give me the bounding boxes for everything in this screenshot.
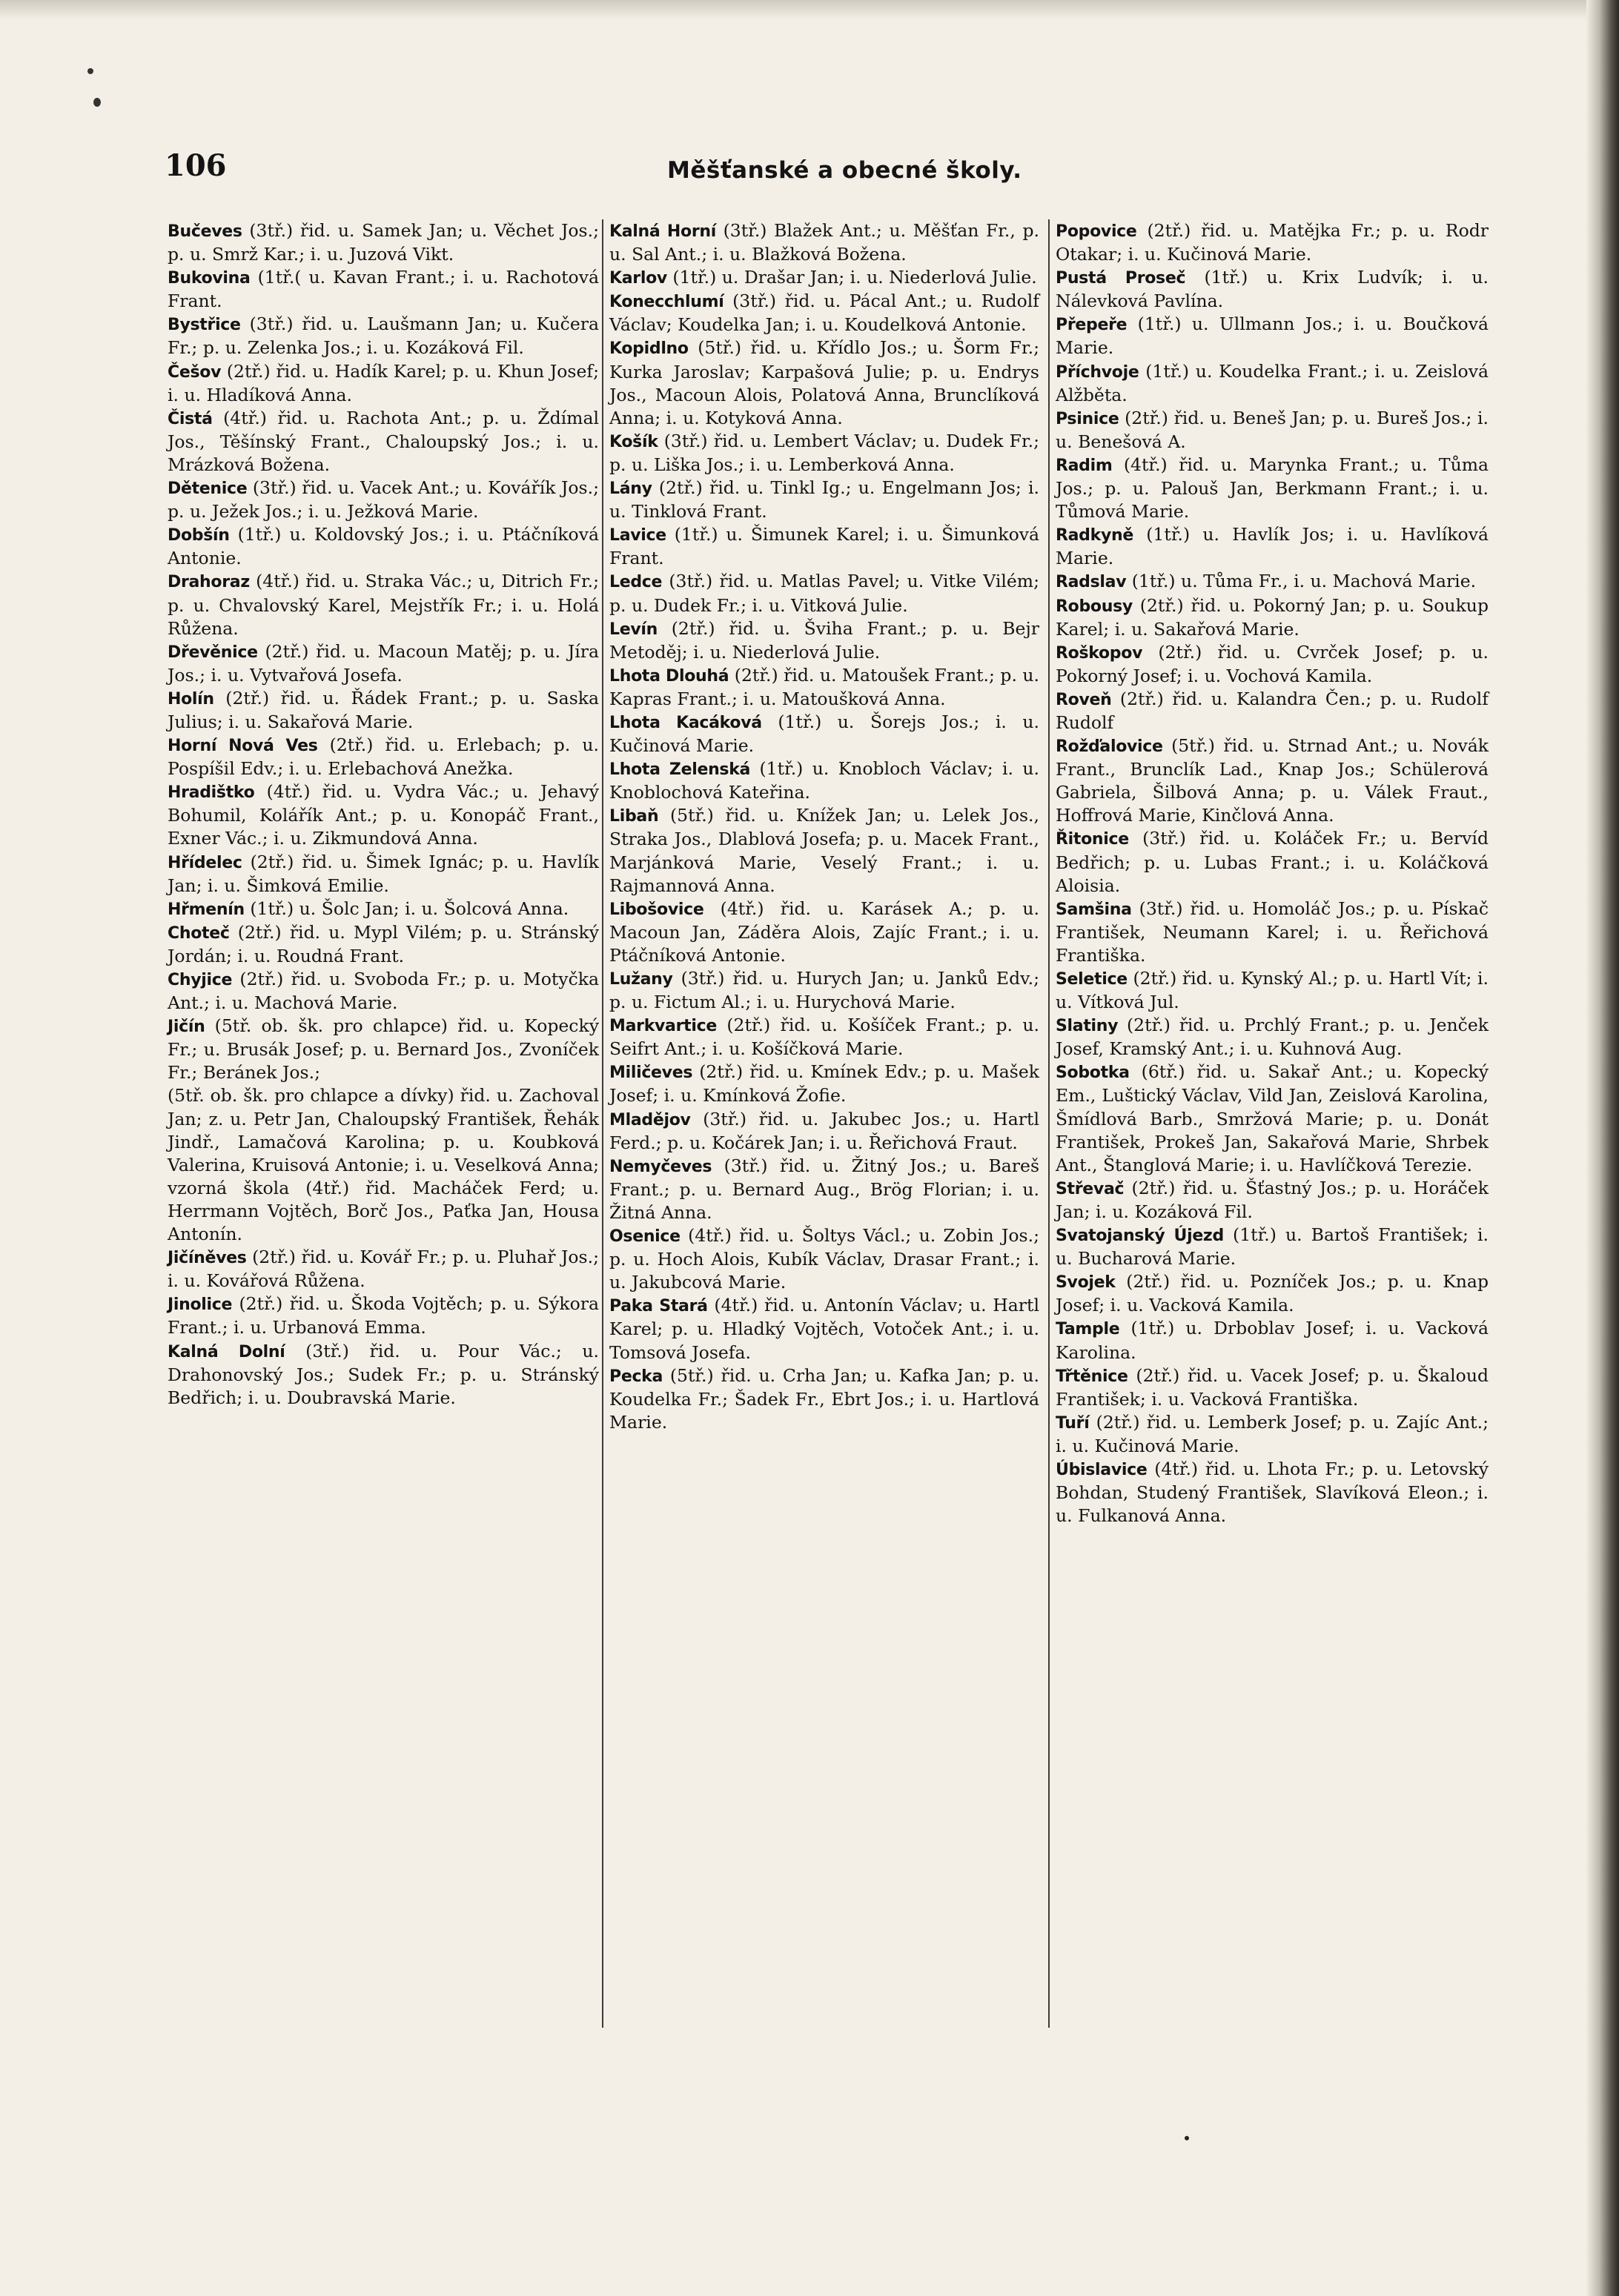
directory-entry <box>168 968 599 1015</box>
school-staff-text: (2tř.) řid. u. Kmínek Edv.; p. u. Mašek Josef; i. u. Kmínková Žofie. <box>609 1061 1039 1106</box>
school-place-name: Markvartice <box>609 1017 717 1036</box>
directory-entry <box>609 711 1039 757</box>
school-staff-text: (2tř.) řid. u. Prchlý Frant.; p. u. Jenček Josef, Kramský Ant.; i. u. Kuhnová Aug. <box>1056 1015 1489 1060</box>
directory-entry <box>609 219 1039 266</box>
directory-entry <box>609 523 1039 570</box>
school-staff-text: (1tř.) u. Tůma Fr., i. u. Machová Marie. <box>1126 571 1477 592</box>
school-staff-text: (4tř.) řid. u. Straka Vác.; u, Ditrich Fr.; p. u. Chvalovský Karel, Mejstřík Fr.; i. u. Holá Růžena. <box>168 571 599 639</box>
school-staff-text: (4tř.) řid. u. Antonín Václav; u. Hartl Karel; p. u. Hladký Vojtěch, Votoček Ant.; i. u. Tomsová Josefa. <box>609 1295 1039 1363</box>
school-staff-text: (1tř.) u. Drboblav Josef; i. u. Vacková Karolina. <box>1056 1318 1489 1363</box>
school-staff-text: (2tř.) řid. u. Mypl Vilém; p. u. Stránský Jordán; i. u. Roudná Frant. <box>168 921 599 966</box>
directory-entry <box>1056 1411 1489 1458</box>
school-place-name: Svojek <box>1056 1273 1116 1293</box>
school-staff-text: (2tř.) řid. u. Kovář Fr.; p. u. Pluhař Jos.; i. u. Kovářová Růžena. <box>168 1247 599 1292</box>
directory-entry <box>1056 454 1489 523</box>
directory-entry <box>1056 523 1489 570</box>
directory-entry <box>168 266 599 313</box>
directory-entry <box>609 898 1039 967</box>
directory-entry <box>609 336 1039 429</box>
school-place-name: Hřmenín <box>168 900 245 919</box>
school-place-name: Bučeves <box>168 222 242 241</box>
school-place-name: Svatojanský Újezd <box>1056 1227 1224 1246</box>
directory-entry <box>168 1246 599 1293</box>
school-place-name: Střevač <box>1056 1179 1125 1198</box>
school-staff-text: (2tř.) řid. u. Lemberk Josef; p. u. Zajíc Ant.; i. u. Kučinová Marie. <box>1056 1411 1489 1456</box>
school-staff-text: (3tř.) řid. u. Jakubec Jos.; u. Hartl Ferd.; p. u. Kočárek Jan; i. u. Řeřichová Fraut. <box>609 1108 1039 1153</box>
directory-entry <box>168 898 599 921</box>
directory-entry <box>609 664 1039 711</box>
school-place-name: Češov <box>168 362 222 382</box>
directory-entry <box>1056 594 1489 641</box>
school-place-name: Bukovina <box>168 269 251 288</box>
school-staff-text: (2tř.) řid. u. Košíček Frant.; p. u. Seifrt Ant.; i. u. Košíčková Marie. <box>609 1015 1039 1060</box>
directory-entry <box>168 523 599 570</box>
school-place-name: Čistá <box>168 409 213 428</box>
school-place-name: Psinice <box>1056 409 1119 428</box>
directory-entry <box>1056 1458 1489 1527</box>
directory-entry <box>609 617 1039 664</box>
school-staff-text: (3tř.) řid. u. Laušmann Jan; u. Kučera Fr.; p. u. Zelenka Jos.; i. u. Kozáková Fil. <box>168 313 599 359</box>
school-place-name: Kopidlno <box>609 339 689 359</box>
school-staff-text: (1tř.) u. Koldovský Jos.; i. u. Ptáčníková Antonie. <box>168 524 599 569</box>
school-place-name: Konecchlumí <box>609 293 724 312</box>
directory-entry <box>1056 1224 1489 1270</box>
page-number: 106 <box>165 148 227 183</box>
directory-entry <box>609 477 1039 523</box>
school-staff-text: (3tř.) řid. u. Pácal Ant.; u. Rudolf Václav; Koudelka Jan; i. u. Koudelková Antonie. <box>609 291 1039 336</box>
directory-entry <box>609 266 1039 290</box>
school-place-name: Ledce <box>609 573 663 592</box>
school-place-name: Lhota Kacáková <box>609 713 762 732</box>
school-staff-text: (3tř.) řid. u. Koláček Fr.; u. Bervíd Bedřich; p. u. Lubas Frant.; i. u. Koláčková Aloisia. <box>1056 828 1489 896</box>
school-place-name: Pecka <box>609 1367 663 1386</box>
school-staff-text: (1tř.) u. Krix Ludvík; i. u. Nálevková Pavlína. <box>1056 267 1489 312</box>
school-staff-text: (2tř.) řid. u. Kalandra Čen.; p. u. Rudolf Rudolf <box>1056 688 1489 733</box>
directory-entry <box>609 1061 1039 1107</box>
column-divider <box>1048 219 1050 2028</box>
directory-entry <box>1056 688 1489 734</box>
directory-entry <box>609 1364 1039 1434</box>
ink-dot <box>1185 2136 1189 2140</box>
directory-entry <box>1056 967 1489 1014</box>
directory-entry <box>168 570 599 640</box>
directory-entry <box>1056 1270 1489 1317</box>
directory-entry <box>1056 734 1489 827</box>
directory-entry <box>168 687 599 734</box>
school-staff-text: (5tř.) řid. u. Křídlo Jos.; u. Šorm Fr.; Kurka Jaroslav; Karpašová Julie; p. u. Endrys Jos., Macoun Alois, Polatová Anna, Brunclíková Anna; i. u. Kotyková Anna. <box>609 337 1039 428</box>
directory-entry <box>1056 1061 1489 1176</box>
school-staff-text: (5tř.) řid. u. Knížek Jan; u. Lelek Jos., Straka Jos., Dlablová Josefa; p. u. Macek Frant., Marjánková Marie, Veselý Frant.; i. u. Rajmannová Anna. <box>609 805 1039 896</box>
school-staff-text: (5tř. ob. šk. pro chlapce a dívky) řid. u. Zachoval Jan; z. u. Petr Jan, Chaloupský František, Řehák Jindř., Lamačová Karolina; p. u. Koubková Valerina, Kruisová Antonie; i. u. Veselková Anna; vzorná škola (4tř.) řid. Macháček Ferd; u. Herrmann Vojtěch, Borč Jos., Paťka Jan, Housa Antonín. <box>168 1085 599 1245</box>
directory-entry <box>1056 1364 1489 1411</box>
school-place-name: Radkyně <box>1056 526 1133 545</box>
school-place-name: Přepeře <box>1056 316 1128 335</box>
school-place-name: Hřídelec <box>168 853 242 872</box>
school-place-name: Miličeves <box>609 1064 693 1083</box>
school-place-name: Tample <box>1056 1320 1120 1339</box>
ink-speck <box>87 68 93 74</box>
school-staff-text: (1tř.) u. Šimunek Karel; i. u. Šimunková Frant. <box>609 524 1039 569</box>
school-staff-text: (2tř.) řid. u. Škoda Vojtěch; p. u. Sýkora Frant.; i. u. Urbanová Emma. <box>168 1293 599 1338</box>
school-staff-text: (3tř.) Blažek Ant.; u. Měšťan Fr., p. u. Sal Ant.; i. u. Blažková Božena. <box>609 220 1039 265</box>
school-place-name: Dětenice <box>168 480 248 499</box>
running-head: Měšťanské a obecné školy. <box>667 157 1022 184</box>
school-staff-text: (4tř.) řid. u. Šoltys Václ.; u. Zobin Jos.; p. u. Hoch Alois, Kubík Václav, Drasar Frant.; i. u. Jakubcová Marie. <box>609 1225 1039 1293</box>
directory-entry <box>1056 827 1489 897</box>
school-place-name: Libaň <box>609 807 659 826</box>
school-staff-text: (3tř.) řid. u. Lembert Václav; u. Dudek Fr.; p. u. Liška Jos.; i. u. Lemberková Anna. <box>609 430 1039 475</box>
school-place-name: Drahoraz <box>168 573 250 592</box>
directory-entry <box>1056 219 1489 266</box>
directory-entry <box>609 1108 1039 1155</box>
school-staff-text: (2tř.) řid. u. Macoun Matěj; p. u. Jíra Jos.; i. u. Vytvařová Josefa. <box>168 640 599 686</box>
directory-entry <box>1056 313 1489 359</box>
school-staff-text: (3tř.) řid. u. Pour Vác.; u. Drahonovský Jos.; Sudek Fr.; p. u. Stránský Bedřich; i. u. Doubravská Marie. <box>168 1340 600 1408</box>
school-staff-text: (2tř.) řid. u. Šťastný Jos.; p. u. Horáček Jan; i. u. Kozáková Fil. <box>1056 1177 1489 1222</box>
school-place-name: Bystřice <box>168 316 241 335</box>
school-place-name: Horní Nová Ves <box>168 737 318 756</box>
school-place-name: Úbislavice <box>1056 1460 1148 1479</box>
school-staff-text: (4tř.) řid. u. Lhota Fr.; p. u. Letovský Bohdan, Studený František, Slavíková Eleon.; i. u. Fulkanová Anna. <box>1056 1458 1489 1527</box>
school-place-name: Lužany <box>609 970 673 989</box>
page-binding-edge <box>1586 0 1619 2296</box>
school-place-name: Robousy <box>1056 597 1133 616</box>
directory-entry <box>1056 407 1489 454</box>
directory-column-3 <box>1056 219 1489 1527</box>
school-staff-text: (5tř.) řid. u. Strnad Ant.; u. Novák Frant., Brunclík Lad., Knap Jos.; Schülerová Gabriela, Šilbová Anna; p. u. Válek Fraut., Hoffrová Marie, Kinčlová Anna. <box>1056 735 1489 826</box>
school-staff-text: (1tř.) u. Knobloch Václav; i. u. Knoblochová Kateřina. <box>609 758 1040 803</box>
school-place-name: Tuří <box>1056 1413 1090 1433</box>
directory-entry <box>1056 570 1489 594</box>
school-staff-text: (1tř.) u. Šorejs Jos.; i. u. Kučinová Marie. <box>609 711 1039 757</box>
directory-entry <box>168 1293 599 1339</box>
school-staff-text: (2tř.) řid. u. Hadík Karel; p. u. Khun Josef; i. u. Hladíková Anna. <box>168 360 599 405</box>
directory-entry <box>168 734 599 780</box>
school-place-name: Košík <box>609 432 658 451</box>
school-place-name: Paka Stará <box>609 1297 708 1316</box>
school-staff-text: (3tř.) řid. u. Hurych Jan; u. Janků Edv.; p. u. Fictum Al.; i. u. Hurychová Marie. <box>609 968 1039 1013</box>
school-staff-text: (1tř.) u. Koudelka Frant.; i. u. Zeislová Alžběta. <box>1056 360 1489 405</box>
school-place-name: Slatiny <box>1056 1017 1119 1036</box>
school-place-name: Kalná Dolní <box>168 1342 285 1361</box>
directory-entry <box>168 780 599 850</box>
directory-entry <box>168 640 599 687</box>
school-staff-text: (4tř.) řid. u. Vydra Vác.; u. Jehavý Bohumil, Kolářík Ant.; p. u. Konopáč Frant., Exner Vác.; i. u. Zikmundová Anna. <box>168 781 599 849</box>
school-staff-text: (2tř.) řid. u. Matoušek Frant.; p. u. Kapras Frant.; i. u. Matoušková Anna. <box>609 664 1039 709</box>
directory-entry <box>168 1015 599 1084</box>
school-place-name: Řitonice <box>1056 830 1129 849</box>
school-place-name: Hradištko <box>168 783 255 803</box>
school-place-name: Pustá Proseč <box>1056 269 1186 288</box>
directory-entry <box>168 360 599 407</box>
school-staff-text: (2tř.) řid. u. Pokorný Jan; p. u. Soukup Karel; i. u. Sakařová Marie. <box>1056 594 1489 640</box>
school-place-name: Roškopov <box>1056 643 1143 663</box>
school-staff-text: (5tř.) řid. u. Crha Jan; u. Kafka Jan; p. u. Koudelka Fr.; Šadek Fr., Ebrt Jos.; i. u. Hartlová Marie. <box>609 1364 1039 1433</box>
school-staff-text: (1tř.) u. Havlík Jos; i. u. Havlíková Marie. <box>1056 524 1489 569</box>
school-place-name: Příchvoje <box>1056 362 1139 382</box>
school-place-name: Jičíněves <box>168 1249 247 1268</box>
school-staff-text: (3tř.) řid. u. Homoláč Jos.; p. u. Pískač František, Neumann Karel; i. u. Řeřichová Františka. <box>1056 898 1489 966</box>
school-place-name: Lhota Dlouhá <box>609 666 729 686</box>
school-place-name: Libošovice <box>609 900 704 919</box>
school-place-name: Sobotka <box>1056 1064 1130 1083</box>
school-staff-text: (1tř.) u. Drašar Jan; i. u. Niederlová Julie. <box>666 267 1037 288</box>
school-staff-text: (1tř.) u. Bartoš František; i. u. Bucharová Marie. <box>1056 1224 1489 1270</box>
directory-column-2 <box>609 219 1039 1434</box>
school-place-name: Mladějov <box>609 1110 691 1129</box>
school-staff-text: (5tř. ob. šk. pro chlapce) řid. u. Kopecký Fr.; u. Brusák Josef; p. u. Bernard Jos., Zvoníček Fr.; Beránek Jos.; <box>168 1015 599 1084</box>
school-staff-text: (2tř.) řid. u. Svoboda Fr.; p. u. Motyčka Ant.; i. u. Machová Marie. <box>168 969 599 1014</box>
directory-entry <box>609 804 1039 897</box>
directory-entry <box>1056 1014 1489 1061</box>
school-place-name: Seletice <box>1056 970 1128 989</box>
directory-entry <box>609 1294 1039 1364</box>
school-staff-text: (1tř.( u. Kavan Frant.; i. u. Rachotová Frant. <box>168 267 599 312</box>
school-place-name: Dobšín <box>168 526 230 545</box>
school-staff-text: (1tř.) u. Šolc Jan; i. u. Šolcová Anna. <box>244 898 569 919</box>
school-place-name: Levín <box>609 620 658 639</box>
directory-entry <box>609 967 1039 1014</box>
school-staff-text: (3tř.) řid. u. Samek Jan; u. Věchet Jos.; p. u. Smrž Kar.; i. u. Juzová Vikt. <box>168 220 599 265</box>
school-place-name: Popovice <box>1056 222 1137 241</box>
directory-entry <box>168 851 599 898</box>
directory-entry <box>1056 898 1489 967</box>
directory-entry <box>168 1084 599 1246</box>
directory-entry <box>609 430 1039 477</box>
school-place-name: Dřevěnice <box>168 643 258 662</box>
school-place-name: Nemyčeves <box>609 1157 712 1176</box>
school-place-name: Holín <box>168 689 214 709</box>
school-staff-text: (2tř.) řid. u. Tinkl Ig.; u. Engelmann Jos; i. u. Tinklová Frant. <box>609 477 1039 522</box>
column-divider <box>602 219 603 2028</box>
directory-entry <box>609 1014 1039 1061</box>
school-place-name: Jičín <box>168 1018 205 1037</box>
school-place-name: Radim <box>1056 456 1113 475</box>
directory-entry <box>168 921 599 968</box>
school-place-name: Lány <box>609 480 652 499</box>
school-place-name: Rožďalovice <box>1056 737 1163 757</box>
school-staff-text: (2tř.) řid. u. Šviha Frant.; p. u. Bejr Metoděj; i. u. Niederlová Julie. <box>609 617 1039 663</box>
school-place-name: Lhota Zelenská <box>609 760 751 780</box>
directory-entry <box>609 290 1039 336</box>
directory-entry <box>609 1224 1039 1294</box>
directory-entry <box>1056 1317 1489 1364</box>
school-place-name: Choteč <box>168 923 230 943</box>
school-staff-text: (4tř.) řid. u. Karásek A.; p. u. Macoun Jan, Záděra Alois, Zajíc Frant.; i. u. Ptáčníková Antonie. <box>609 898 1039 966</box>
school-staff-text: (4tř.) řid. u. Marynka Frant.; u. Tůma Jos.; p. u. Palouš Jan, Berkmann Frant.; i. u. Tůmová Marie. <box>1056 454 1489 522</box>
school-staff-text: (2tř.) řid. u. Cvrček Josef; p. u. Pokorný Josef; i. u. Vochová Kamila. <box>1056 641 1489 686</box>
school-staff-text: (2tř.) řid. u. Vacek Josef; p. u. Škaloud František; i. u. Vacková Františka. <box>1056 1364 1489 1410</box>
school-place-name: Chyjice <box>168 971 233 989</box>
directory-entry <box>168 1340 599 1410</box>
school-staff-text: (2tř.) řid. u. Beneš Jan; p. u. Bureš Jos.; i. u. Benešová A. <box>1056 407 1489 452</box>
directory-entry <box>609 1155 1039 1224</box>
school-staff-text: (3tř.) řid. u. Vacek Ant.; u. Kovářík Jos.; p. u. Ježek Jos.; i. u. Ježková Marie. <box>168 477 599 522</box>
directory-entry <box>168 407 599 477</box>
directory-entry <box>1056 360 1489 407</box>
school-place-name: Kalná Horní <box>609 222 717 241</box>
school-staff-text: (3tř.) řid. u. Matlas Pavel; u. Vitke Vilém; p. u. Dudek Fr.; i. u. Vitková Julie. <box>609 571 1039 616</box>
school-staff-text: (1tř.) u. Ullmann Jos.; i. u. Boučková Marie. <box>1056 313 1489 359</box>
directory-entry <box>609 757 1039 804</box>
directory-entry <box>1056 641 1489 688</box>
school-place-name: Jinolice <box>168 1295 233 1315</box>
school-staff-text: (2tř.) řid. u. Kynský Al.; p. u. Hartl Vít; i. u. Vítková Jul. <box>1056 968 1489 1013</box>
school-staff-text: (4tř.) řid. u. Rachota Ant.; p. u. Ždímal Jos., Těšínský Frant., Chaloupský Jos.; i. u. Mrázková Božena. <box>168 407 599 475</box>
school-staff-text: (6tř.) řid. u. Sakař Ant.; u. Kopecký Em., Luštický Václav, Vild Jan, Zeislová Karolina, Šmídlová Barb., Smržová Marie; p. u. Donát František, Prokeš Jan, Sakařová Marie, Shrbek Ant., Štanglová Marie; i. u. Havlíčková Terezie. <box>1056 1061 1489 1175</box>
directory-entry <box>1056 1177 1489 1224</box>
school-staff-text: (2tř.) řid. u. Řádek Frant.; p. u. Saska Julius; i. u. Sakařová Marie. <box>168 687 599 732</box>
school-place-name: Samšina <box>1056 900 1132 919</box>
school-place-name: Radslav <box>1056 573 1127 592</box>
school-place-name: Osenice <box>609 1227 681 1247</box>
school-staff-text: (2tř.) řid. u. Matějka Fr.; p. u. Rodr Otakar; i. u. Kučinová Marie. <box>1056 220 1489 265</box>
page-top-edge <box>0 0 1619 19</box>
school-staff-text: (3tř.) řid. u. Žitný Jos.; u. Bareš Frant.; p. u. Bernard Aug., Brög Florian; i. u. Žitná Anna. <box>609 1155 1039 1223</box>
school-place-name: Karlov <box>609 269 667 288</box>
directory-entry <box>609 570 1039 617</box>
school-staff-text: (2tř.) řid. u. Pozníček Jos.; p. u. Knap Josef; i. u. Vacková Kamila. <box>1056 1271 1489 1316</box>
school-place-name: Třtěnice <box>1056 1367 1128 1386</box>
school-place-name: Lavice <box>609 526 666 545</box>
directory-entry <box>168 477 599 523</box>
school-staff-text: (2tř.) řid. u. Šimek Ignác; p. u. Havlík Jan; i. u. Šimková Emilie. <box>168 851 599 896</box>
directory-entry <box>168 219 599 266</box>
directory-entry <box>1056 266 1489 313</box>
ink-speck <box>93 98 101 107</box>
school-staff-text: (2tř.) řid. u. Erlebach; p. u. Pospíšil Edv.; i. u. Erlebachová Anežka. <box>168 734 599 780</box>
school-place-name: Roveň <box>1056 690 1112 709</box>
directory-entry <box>168 313 599 359</box>
directory-column-1 <box>168 219 599 1410</box>
